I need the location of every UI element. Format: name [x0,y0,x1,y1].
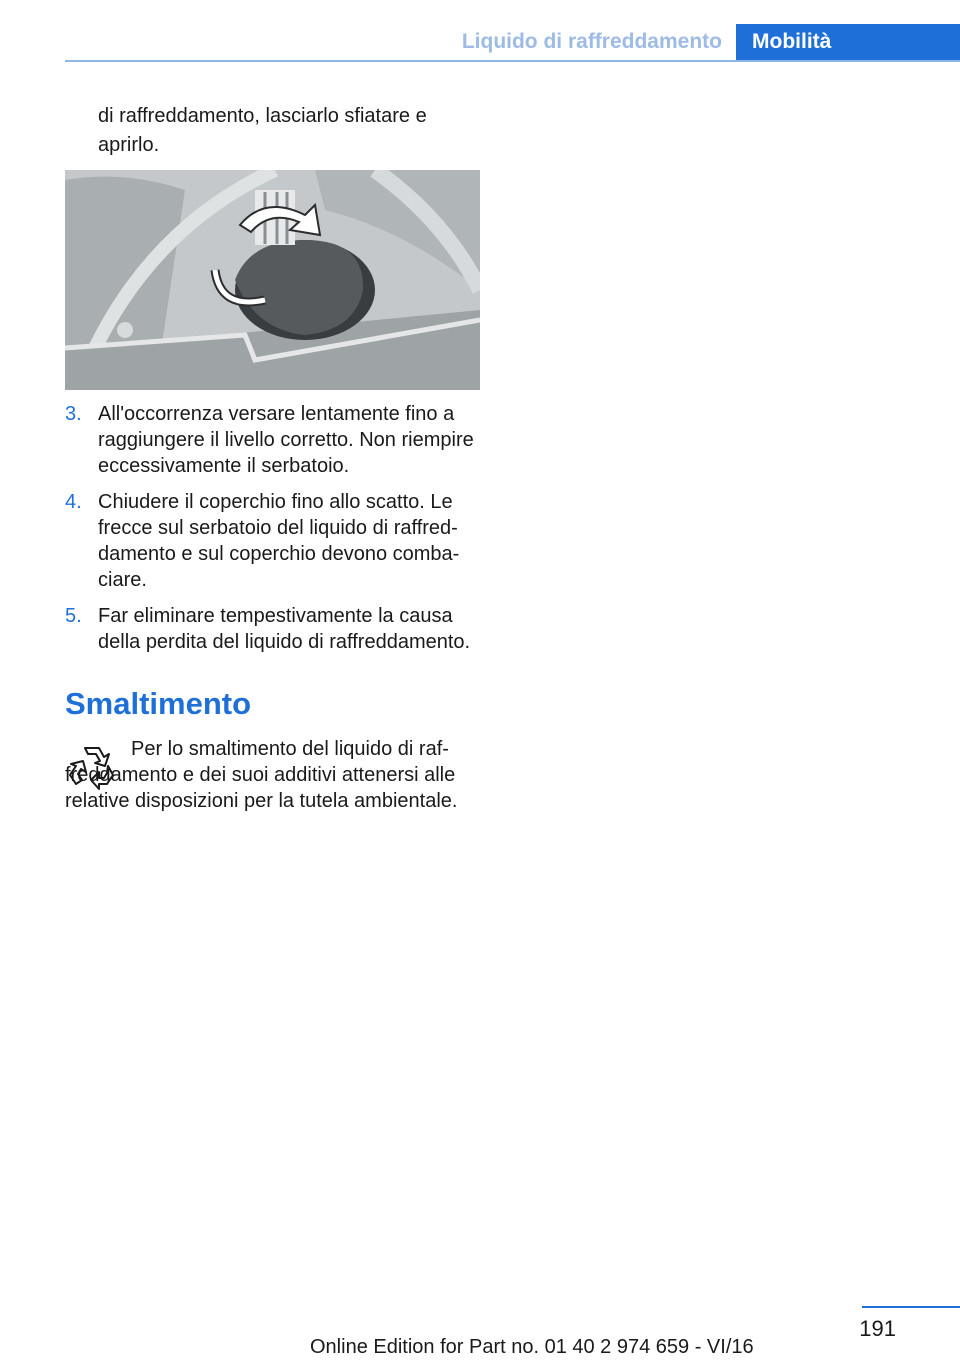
step-text: Chiudere il coperchio fino allo scatto. Le frecce sul serbatoio del liquido di raffreddamento e sul coperchio devono combaciare. [98,491,460,591]
steps-list [65,401,485,665]
list-item [65,489,485,593]
page-header [65,24,960,62]
edition-note: Online Edition for Part no. 01 40 2 974 659 - VI/16 [310,1336,754,1358]
intro-paragraph: di raffreddamento, lasciarlo sfiatare e aprirlo. [98,105,427,156]
section-title: Liquido di raffreddamento [461,30,722,53]
chapter-tab: Mobilità [736,24,960,62]
header-rule [65,60,960,62]
disposal-paragraph: Per lo smaltimento del liquido di raffreddamento e dei suoi additivi attenersi alle relative disposizioni per la tutela ambientale. [65,738,458,812]
list-item [65,603,485,655]
step-text: Far eliminare tempestivamente la causa della perdita del liquido di raffreddamento. [98,605,471,653]
page-number: 191 [859,1316,896,1341]
section-heading: Smaltimento [65,686,252,721]
step-text: All'occorrenza versare lentamente fino a raggiungere il livello corretto. Non riempire eccessivamente il serbatoio. [98,403,474,477]
step-number: 3. [65,403,82,425]
coolant-cap-illustration [65,170,480,390]
list-item [65,401,485,479]
coolant-cap-figure [65,170,480,390]
step-number: 4. [65,491,82,513]
step-number: 5. [65,605,82,627]
footer-rule [862,1306,960,1308]
